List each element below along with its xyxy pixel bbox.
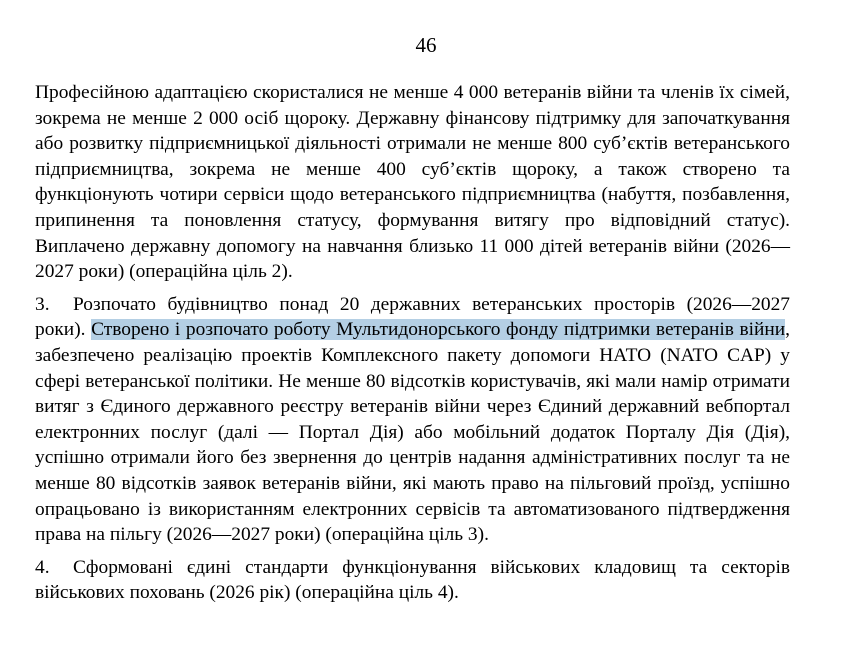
paragraph-3	[35, 292, 790, 548]
selected-text-highlight[interactable]: Створено і розпочато роботу Мультидонорського фонду підтримки ветеранів війни	[91, 319, 786, 341]
paragraph-3-text-after: , забезпечено реалізацію проектів Комплексного пакету допомоги НАТО (NATO CAP) у сфері ветеранської політики. Не менше 80 відсотків користувачів, які мали намір отримати витяг з Єдиного державного реєстру ветеранів війни через Єдиний державний вебпортал електронних послуг (далі — Портал Дія) або мобільний додаток Порталу Дія (Дія), успішно отримали його без звернення до центрів надання адміністративних послуг та не менше 80 відсотків заявок ветеранів війни, які мають право на пільговий проїзд, успішно опрацьовано із використанням електронних сервісів та автоматизованого підтвердження права на пільгу (2026—2027 роки) (операційна ціль 3).	[35, 319, 790, 546]
document-body	[35, 80, 790, 613]
paragraph-4-text: Сформовані єдині стандарти функціонування військових кладовищ та секторів військових поховань (2026 рік) (операційна ціль 4).	[35, 556, 790, 604]
paragraph-3-number: 3.	[35, 293, 50, 315]
paragraph-3-text-before: Розпочато будівництво понад 20 державних ветеранських просторів (2026—2027 роки).	[35, 293, 790, 341]
paragraph-1-text: Професійною адаптацією скористалися не менше 4 000 ветеранів війни та членів їх сімей, зокрема не менше 2 000 осіб щороку. Державну фінансову підтримку для започаткування або розвитку підприємницької діяльності отримали не менше 800 суб’єктів ветеранського підприємництва, зокрема не менше 400 суб’єктів щороку, а також створено та функціонують чотири сервіси щодо ветеранського підприємництва (набуття, позбавлення, припинення та поновлення статусу, формування витягу про відповідний статус). Виплачено державну допомогу на навчання близько 11 000 дітей ветеранів війни (2026—2027 роки) (операційна ціль 2).	[35, 82, 790, 283]
paragraph-1	[35, 80, 790, 285]
paragraph-4	[35, 555, 790, 606]
paragraph-4-number: 4.	[35, 556, 50, 578]
page-number: 46	[415, 33, 437, 57]
